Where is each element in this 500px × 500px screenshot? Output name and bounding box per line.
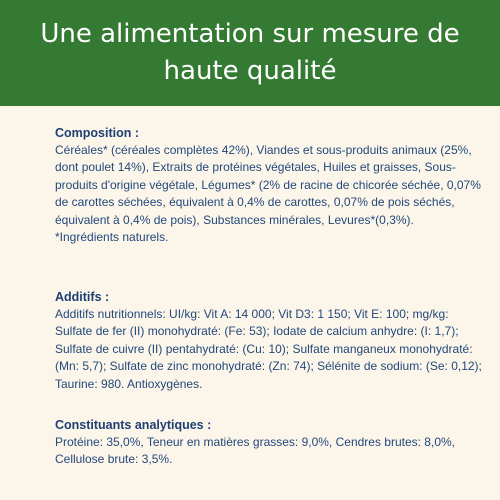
- composition-text: Céréales* (céréales complètes 42%), Viandes et sous-produits animaux (25%, dont poulet 14%), Extraits de protéines végétales, Huiles et graisses, Sous-produits d'origine végétale, Légumes* (2% de racine de chicorée séchée, 0,07% de carottes séchées, équivalent à 0,4% de carottes, 0,07% de pois séchés, équivalent à 0,4% de pois), Substances minérales, Levures*(0,3%).: [55, 143, 481, 227]
- composition-note: *Ingrédients naturels.: [55, 230, 169, 245]
- page-title: Une alimentation sur mesure de haute qualité: [40, 19, 460, 86]
- header-banner: [0, 0, 500, 106]
- constituants-heading: Constituants analytiques :: [55, 418, 212, 432]
- constituants-section: [55, 417, 485, 469]
- constituants-text: Protéine: 35,0%, Teneur en matières grasses: 9,0%, Cendres brutes: 8,0%, Cellulose brute: 3,5%.: [55, 435, 455, 467]
- composition-section: [55, 125, 485, 246]
- additifs-section: [55, 289, 485, 393]
- composition-heading: Composition :: [55, 126, 140, 140]
- additifs-heading: Additifs :: [55, 290, 110, 304]
- additifs-text: Additifs nutritionnels: UI/kg: Vit A: 14 000; Vit D3: 1 150; Vit E: 100; mg/kg: Sulfate de fer (II) monohydraté: (Fe: 53); Iodate de calcium anhydre: (I: 1,7); Sulfate de cuivre (II) pentahydraté: (Cu: 10); Sulfate manganeux monohydraté: (Mn: 5,7); Sulfate de zinc monohydraté: (Zn: 74); Sélénite de sodium: (Se: 0,12); Taurine: 980. Antioxygènes.: [55, 307, 482, 391]
